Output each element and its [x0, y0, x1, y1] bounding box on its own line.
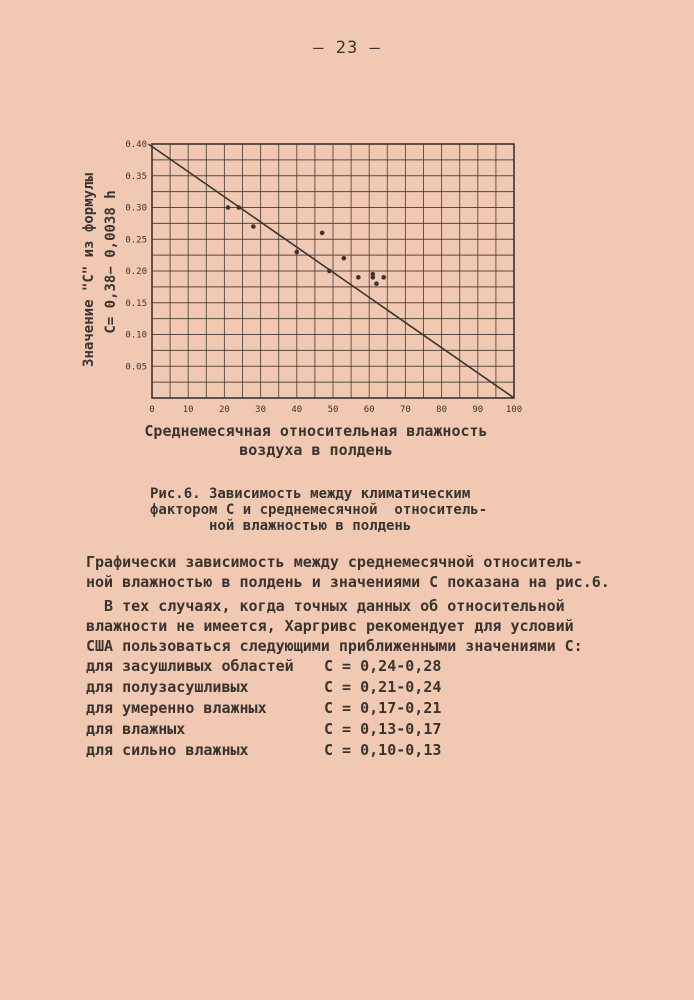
y-tick-label: 0.10 — [125, 330, 147, 341]
c-range: С = 0,10-0,13 — [324, 741, 442, 759]
paragraph-line: США пользоваться следующими приближенными значениями С: — [86, 637, 583, 655]
c-range: С = 0,17-0,21 — [324, 699, 442, 717]
data-point — [295, 250, 300, 255]
data-point — [327, 269, 332, 274]
y-axis-formula: С= 0,38− 0,0038 h — [103, 190, 119, 334]
data-point — [356, 275, 361, 280]
x-tick-label: 20 — [218, 405, 230, 415]
x-tick-label: 40 — [291, 405, 303, 415]
x-axis-label-line2: воздуха в полдень — [239, 441, 393, 459]
y-tick-label: 0.25 — [125, 235, 147, 246]
data-point — [342, 256, 347, 261]
c-value-row — [86, 698, 606, 719]
c-value-row — [86, 740, 606, 761]
y-tick-label: 0.40 — [125, 140, 147, 150]
paragraph-line: Графически зависимость между среднемесячной относитель- — [86, 553, 583, 571]
region-label: для сильно влажных — [86, 741, 249, 759]
x-tick-label: 90 — [472, 405, 484, 415]
data-point — [374, 281, 379, 286]
caption-line: фактором С и среднемесячной относитель- — [150, 502, 488, 518]
x-tick-label: 70 — [399, 405, 411, 415]
x-tick-label: 60 — [363, 405, 375, 415]
region-label: для влажных — [86, 720, 186, 738]
c-range: С = 0,13-0,17 — [324, 720, 442, 738]
page-number: — 23 — — [313, 38, 381, 58]
x-tick-label: 80 — [436, 405, 448, 415]
data-point — [226, 205, 231, 210]
c-value-row — [86, 719, 606, 740]
data-point — [371, 275, 376, 280]
region-label: для умеренно влажных — [86, 699, 267, 717]
region-label: для засушливых областей — [86, 657, 294, 675]
paragraph-1 — [86, 552, 646, 592]
x-tick-label: 30 — [255, 405, 267, 415]
humidity-chart — [0, 0, 694, 470]
x-tick-label: 50 — [327, 405, 339, 415]
y-axis-label: Значение "С" из формулы — [81, 173, 97, 367]
c-range: С = 0,24-0,28 — [324, 657, 442, 675]
paragraph-line: влажности не имеется, Харгривс рекомендует для условий — [86, 617, 574, 635]
x-tick-label: 0 — [149, 405, 155, 415]
data-point — [381, 275, 386, 280]
paragraph-2 — [86, 596, 646, 656]
x-tick-label: 100 — [505, 405, 523, 415]
data-point — [320, 231, 325, 236]
data-point — [251, 224, 256, 229]
c-value-row — [86, 677, 606, 698]
caption-line: ной влажностью в полдень — [150, 518, 412, 534]
paragraph-line: ной влажностью в полдень и значениями С показана на рис.6. — [86, 573, 610, 591]
region-label: для полузасушливых — [86, 678, 249, 696]
c-values-table — [86, 656, 606, 761]
figure-caption — [150, 486, 530, 534]
y-tick-label: 0.05 — [125, 362, 147, 373]
y-tick-label: 0.15 — [125, 298, 147, 309]
caption-line: Рис.6. Зависимость между климатическим — [150, 486, 471, 502]
y-tick-label: 0.30 — [125, 203, 147, 214]
x-tick-label: 10 — [182, 405, 194, 415]
x-axis-label: Среднемесячная относительная влажность — [144, 422, 488, 440]
paragraph-line: В тех случаях, когда точных данных об относительной — [86, 597, 565, 615]
y-tick-label: 0.20 — [125, 267, 147, 277]
c-range: С = 0,21-0,24 — [324, 678, 442, 696]
data-point — [237, 205, 242, 210]
y-tick-label: 0.35 — [125, 171, 147, 182]
c-value-row — [86, 656, 606, 677]
